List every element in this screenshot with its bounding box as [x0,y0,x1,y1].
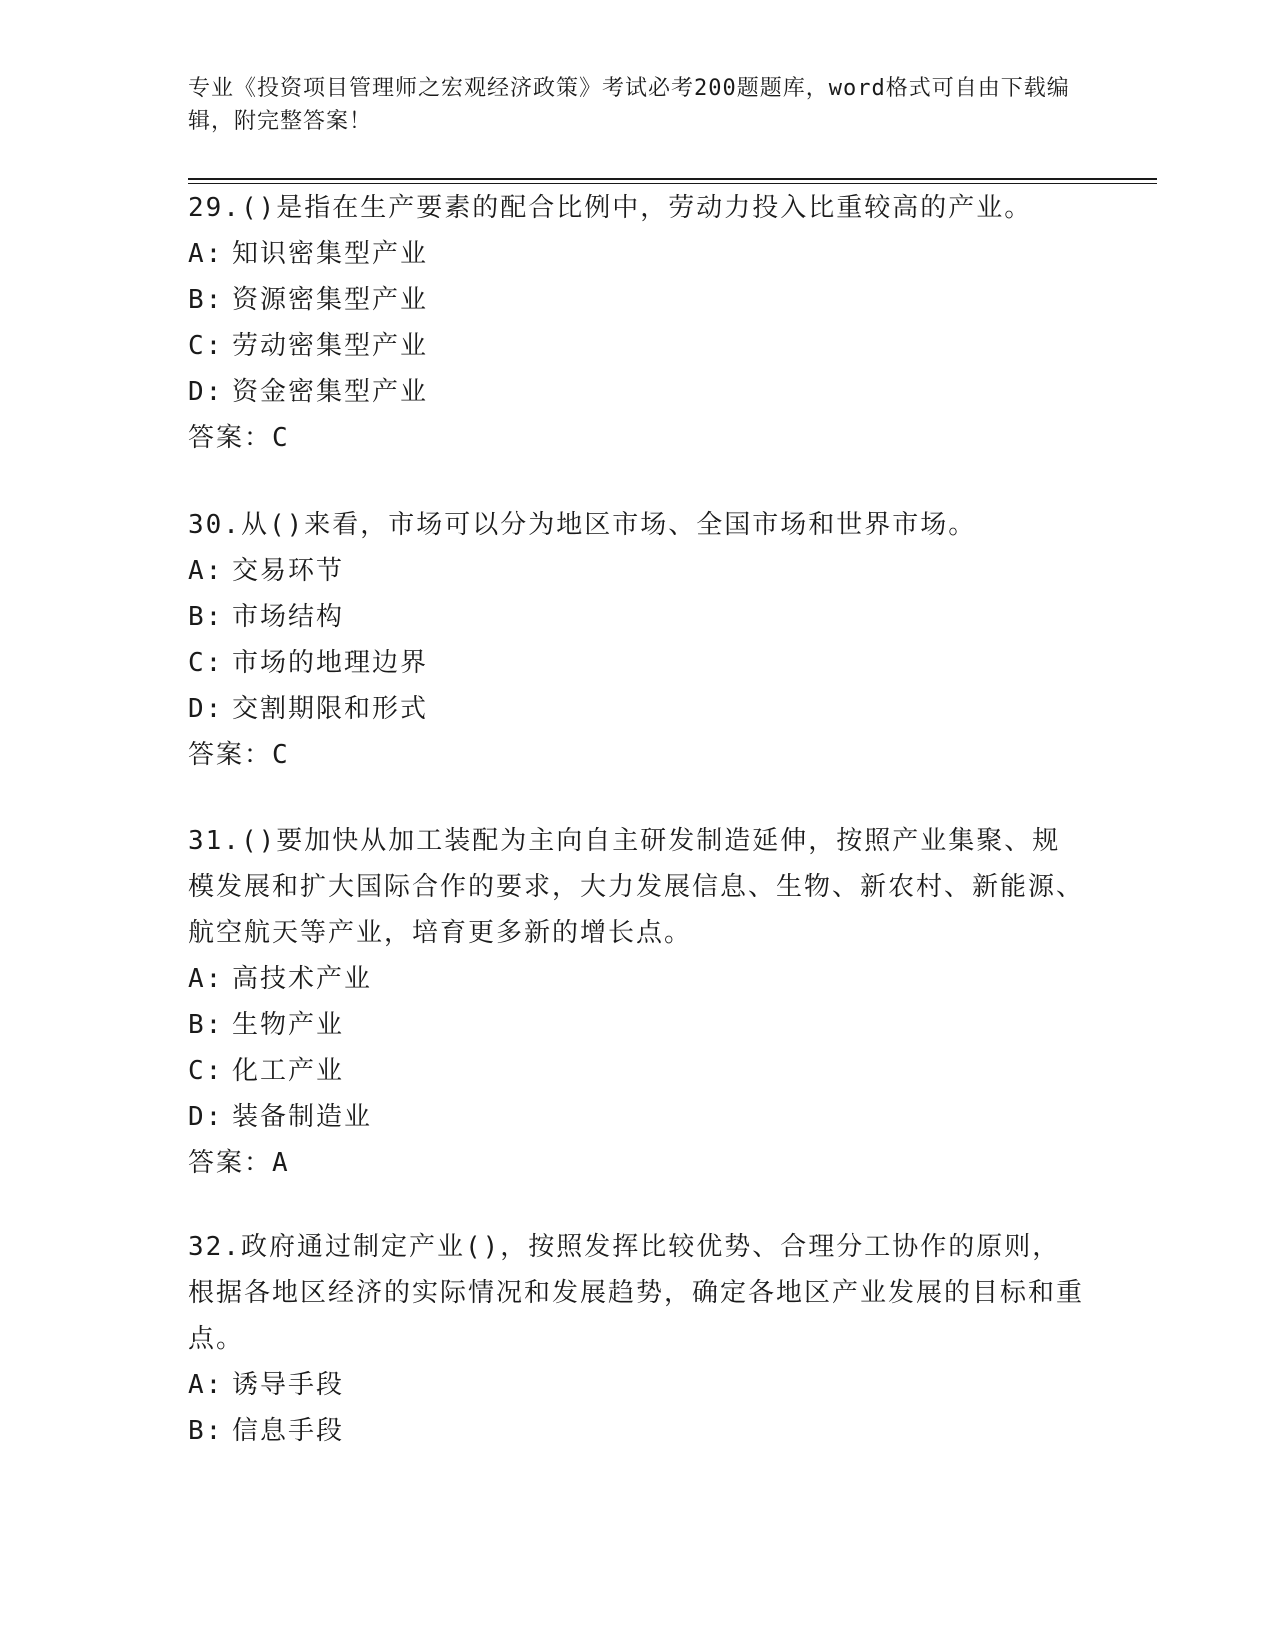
option-text: 交易环节 [232,556,345,586]
option-text: 交割期限和形式 [232,694,429,724]
question-stem: 32.政府通过制定产业()，按照发挥比较优势、合理分工协作的原则，根据各地区经济的实际情况和发展趋势，确定各地区产业发展的目标和重点。 [188,1232,1085,1354]
option-a [188,231,1088,277]
option-b [188,1408,1088,1454]
question-32 [188,1224,1088,1454]
option-text: 资源密集型产业 [232,285,429,315]
option-text: 资金密集型产业 [232,377,429,407]
question-stem: 30.从()来看，市场可以分为地区市场、全国市场和世界市场。 [188,510,977,540]
option-c [188,640,1088,686]
option-key: C: [188,1056,224,1086]
option-d [188,1094,1088,1140]
option-key: B: [188,602,224,632]
option-a [188,548,1088,594]
option-key: D: [188,377,224,407]
option-text: 市场结构 [232,602,345,632]
option-key: A: [188,556,224,586]
option-key: C: [188,331,224,361]
option-text: 生物产业 [232,1010,345,1040]
option-key: B: [188,1010,224,1040]
option-key: A: [188,964,224,994]
answer: 答案：C [188,423,290,453]
option-a [188,956,1088,1002]
option-key: D: [188,694,224,724]
document-header: 专业《投资项目管理师之宏观经济政策》考试必考200题题库，word格式可自由下载编辑，附完整答案！ [188,76,1070,134]
option-text: 高技术产业 [232,964,373,994]
option-text: 信息手段 [232,1416,345,1446]
question-31 [188,818,1088,1186]
answer: 答案：A [188,1148,290,1178]
option-d [188,369,1088,415]
option-d [188,686,1088,732]
option-b [188,594,1088,640]
option-text: 知识密集型产业 [232,239,429,269]
option-key: B: [188,285,224,315]
option-b [188,277,1088,323]
option-c [188,1048,1088,1094]
option-text: 劳动密集型产业 [232,331,429,361]
option-text: 市场的地理边界 [232,648,429,678]
question-29 [188,185,1088,461]
option-key: A: [188,239,224,269]
header-divider-thick [188,178,1157,180]
option-key: C: [188,648,224,678]
option-text: 诱导手段 [232,1370,345,1400]
header-divider-thin [188,183,1157,184]
option-text: 装备制造业 [232,1102,373,1132]
question-30 [188,502,1088,778]
option-b [188,1002,1088,1048]
question-stem: 29.()是指在生产要素的配合比例中，劳动力投入比重较高的产业。 [188,193,1033,223]
option-text: 化工产业 [232,1056,345,1086]
option-key: B: [188,1416,224,1446]
question-stem: 31.()要加快从加工装配为主向自主研发制造延伸，按照产业集聚、规模发展和扩大国际合作的要求，大力发展信息、生物、新农村、新能源、航空航天等产业，培育更多新的增长点。 [188,826,1085,948]
option-key: A: [188,1370,224,1400]
option-key: D: [188,1102,224,1132]
option-a [188,1362,1088,1408]
option-c [188,323,1088,369]
answer: 答案：C [188,740,290,770]
